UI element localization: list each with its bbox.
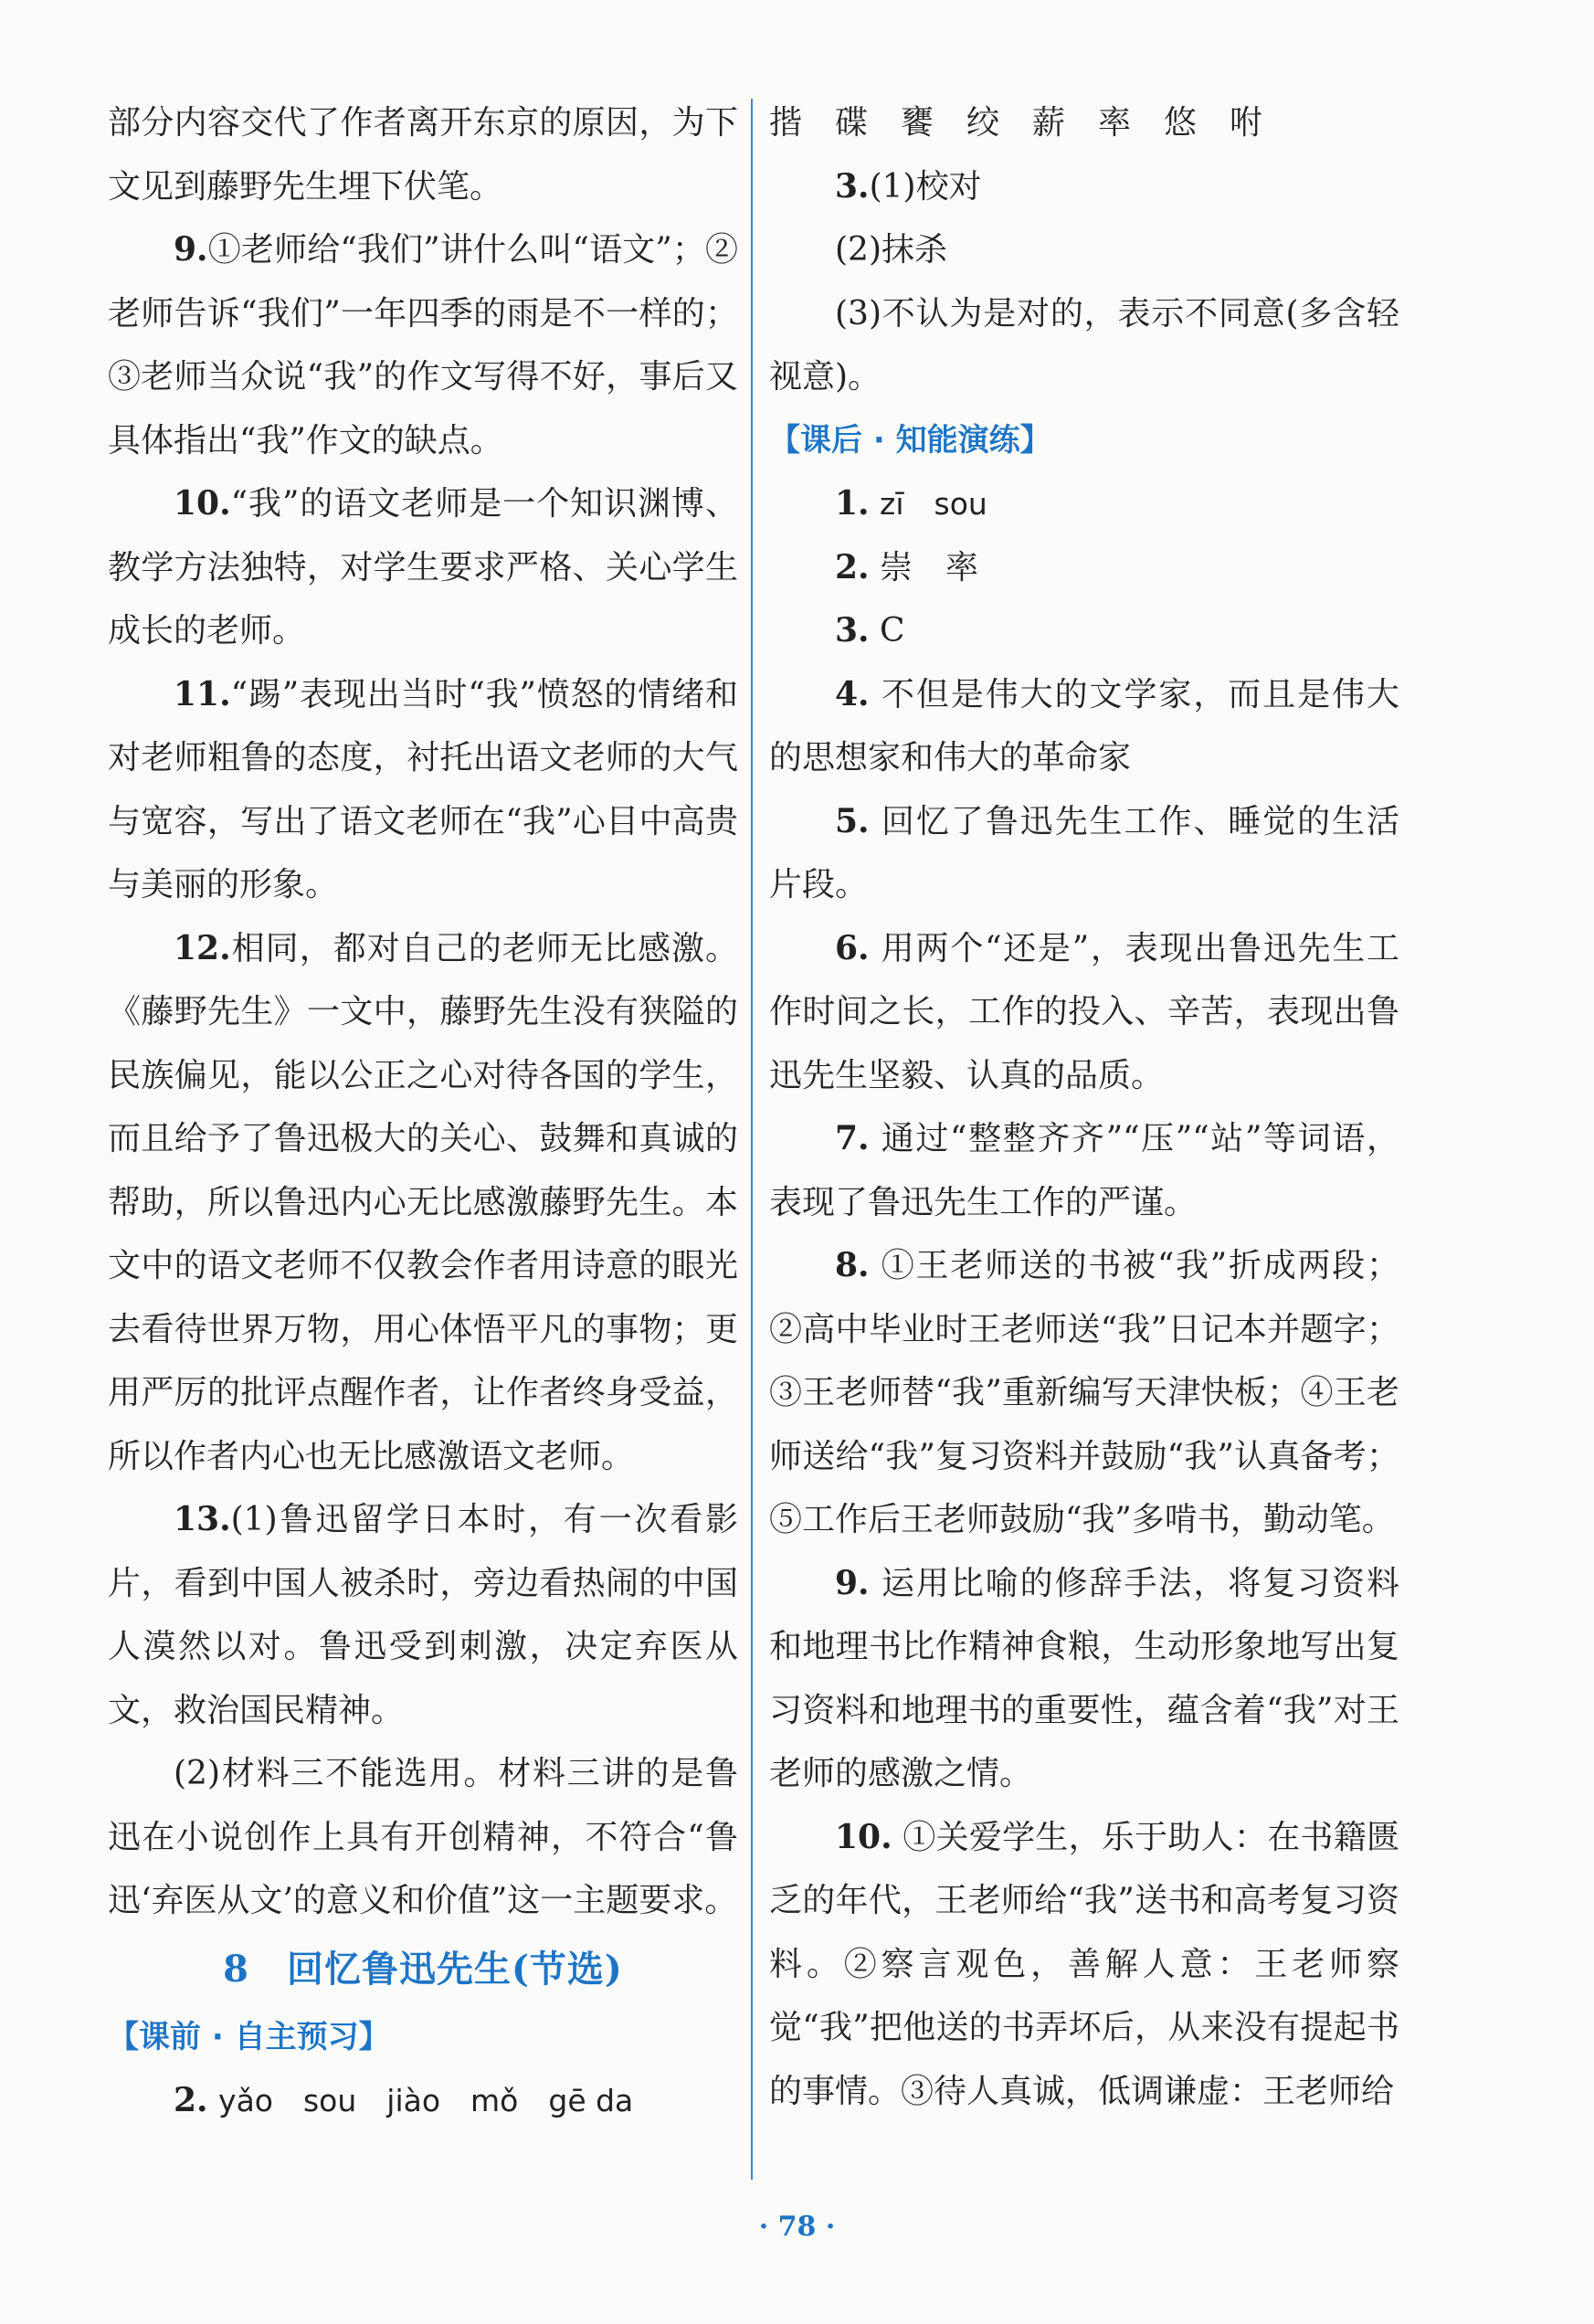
answer-text: 用两个“还是”，表现出鲁迅先生工作时间之长，工作的投入、辛苦，表现出鲁迅先生坚毅、认真的品质。	[769, 929, 1399, 1094]
answer-11	[108, 663, 738, 917]
answer-text: “我”的语文老师是一个知识渊博、教学方法独特，对学生要求严格、关心学生成长的老师。	[108, 485, 738, 650]
lesson-title: 8 回忆鲁迅先生(节选)	[223, 1947, 623, 1991]
character-list: 揩 碟 饔 绞 薪 率 悠 咐	[769, 104, 1263, 142]
answer-13-part-1	[108, 1488, 738, 1742]
practice-answer-2	[769, 536, 1399, 600]
answer-3-part-3: (3)不认为是对的，表示不同意(多含轻视意)。	[769, 294, 1399, 396]
answer-number: 2.	[174, 2081, 208, 2119]
answer-10	[108, 472, 738, 663]
practice-answer-5	[769, 790, 1399, 917]
answer-number: 12.	[174, 928, 231, 967]
practice-answer-1	[769, 472, 1399, 536]
answer-text: (1)鲁迅留学日本时，有一次看影片，看到中国人被杀时，旁边看热闹的中国人漠然以对。鲁迅受到刺激，决定弃医从文，救治国民精神。	[108, 1501, 738, 1729]
answer-text: 运用比喻的修辞手法，将复习资料和地理书比作精神食粮，生动形象地写出复习资料和地理书的重要性，蕴含着“我”对王老师的感激之情。	[769, 1564, 1399, 1792]
answer-3-part-1	[769, 155, 1399, 219]
answer-number: 9.	[835, 1563, 870, 1602]
answer-number: 9.	[174, 230, 208, 269]
answer-number: 13.	[174, 1500, 231, 1538]
answer-number: 11.	[174, 674, 231, 713]
section-heading-preview: 【课前 · 自主预习】	[108, 2018, 390, 2055]
page-number-value: 78	[777, 2211, 817, 2243]
practice-answer-7	[769, 1107, 1399, 1234]
answer-text: ①关爱学生，乐于助人：在书籍匮乏的年代，王老师给“我”送书和高考复习资料。②察言观色，善解人意：王老师察觉“我”把他送的书弄坏后，从来没有提起书的事情。③待人真诚，低调谦虚：王老师给	[769, 1818, 1399, 2110]
answer-text: 崇 率	[880, 548, 979, 586]
answer-number: 3.	[835, 166, 870, 206]
answer-2-pinyin	[108, 2069, 738, 2133]
answer-text: 不但是伟大的文学家，而且是伟大的思想家和伟大的革命家	[769, 675, 1399, 776]
answer-number: 7.	[835, 1119, 870, 1157]
answer-12	[108, 917, 738, 1489]
right-column	[769, 91, 1399, 2123]
practice-answer-10	[769, 1806, 1399, 2124]
practice-answer-9	[769, 1552, 1399, 1806]
continued-paragraph: 部分内容交代了作者离开东京的原因，为下文见到藤野先生埋下伏笔。	[108, 104, 738, 206]
answer-13-part-2: (2)材料三不能选用。材料三讲的是鲁迅在小说创作上具有开创精神，不符合“鲁迅‘弃医从文’的意义和价值”这一主题要求。	[108, 1755, 738, 1919]
page-number	[0, 2211, 1594, 2243]
answer-number: 10.	[835, 1817, 892, 1856]
answer-text: (1)校对	[869, 167, 982, 206]
page-dot-right: ·	[825, 2211, 836, 2243]
answer-number: 3.	[835, 611, 870, 650]
practice-answer-6	[769, 917, 1399, 1108]
answer-text: C	[880, 612, 905, 650]
answer-number: 2.	[835, 547, 870, 586]
section-heading-practice: 【课后 · 知能演练】	[769, 421, 1051, 459]
practice-answer-4	[769, 663, 1399, 790]
answer-number: 6.	[835, 928, 870, 967]
answer-text: ①老师给“我们”讲什么叫“语文”；②老师告诉“我们”一年四季的雨是不一样的；③老师当众说“我”的作文写得不好，事后又具体指出“我”作文的缺点。	[108, 231, 738, 460]
answer-text: “踢”表现出当时“我”愤怒的情绪和对老师粗鲁的态度，衬托出语文老师的大气与宽容，写出了语文老师在“我”心目中高贵与美丽的形象。	[108, 675, 738, 903]
left-column	[108, 91, 738, 2133]
answer-3-part-2: (2)抹杀	[835, 231, 947, 269]
answer-number: 8.	[835, 1246, 870, 1284]
answer-text: 回忆了鲁迅先生工作、睡觉的生活片段。	[769, 802, 1399, 903]
answer-number: 10.	[174, 484, 231, 523]
column-divider	[751, 99, 753, 2180]
answer-number: 1.	[835, 484, 870, 523]
answer-9	[108, 218, 738, 472]
answer-number: 4.	[835, 674, 870, 713]
answer-text: 通过“整整齐齐”“压”“站”等词语，表现了鲁迅先生工作的严谨。	[769, 1120, 1399, 1221]
pinyin-text: zī sou	[880, 486, 987, 522]
answer-text: ①王老师送的书被“我”折成两段；②高中毕业时王老师送“我”日记本并题字；③王老师替“我”重新编写天津快板；④王老师送给“我”复习资料并鼓励“我”认真备考；⑤工作后王老师鼓励“我”多啃书，勤动笔。	[769, 1247, 1399, 1538]
answer-text: 相同，都对自己的老师无比感激。《藤野先生》一文中，藤野先生没有狭隘的民族偏见，能以公正之心对待各国的学生，而且给予了鲁迅极大的关心、鼓舞和真诚的帮助，所以鲁迅内心无比感激藤野先生。本文中的语文老师不仅教会作者用诗意的眼光去看待世界万物，用心体悟平凡的事物；更用严厉的批评点醒作者，让作者终身受益，所以作者内心也无比感激语文老师。	[108, 929, 738, 1475]
pinyin-text: yǎo sou jiào mǒ gē da	[218, 2083, 634, 2118]
practice-answer-3	[769, 599, 1399, 663]
answer-number: 5.	[835, 801, 870, 840]
practice-answer-8	[769, 1234, 1399, 1552]
page-dot-left: ·	[758, 2211, 769, 2243]
